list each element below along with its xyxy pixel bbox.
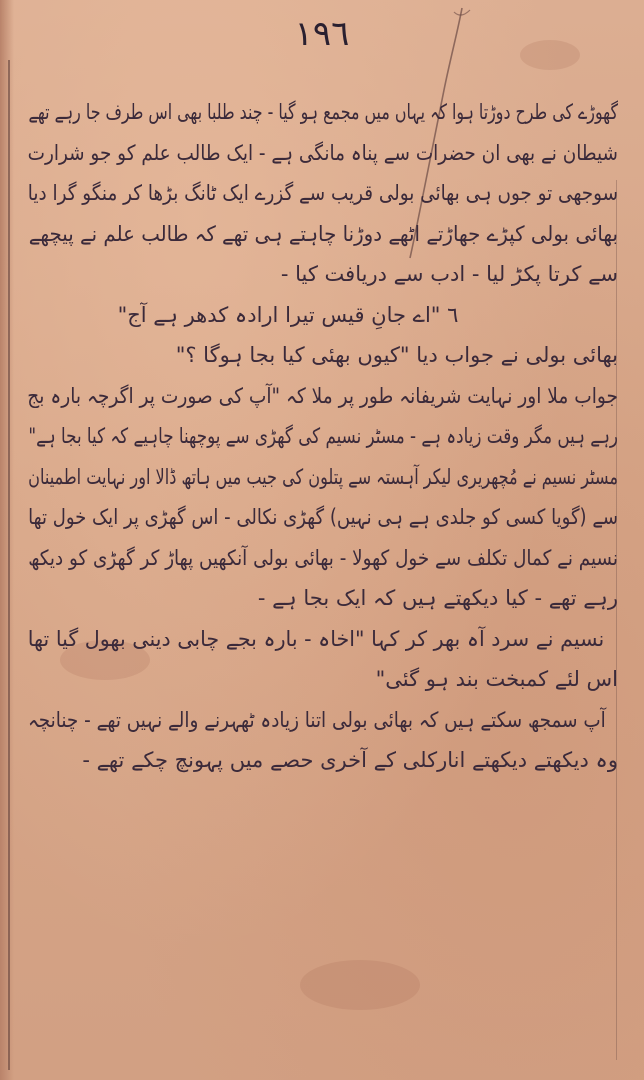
handwritten-text-block <box>28 92 618 781</box>
text-line: مسٹر نسیم نے مُچھریری لیکر آہستہ سے پتلون کی جیب میں ہاتھ ڈالا اور نہایت اطمینان <box>28 464 619 489</box>
text-line: نسیم نے سرد آہ بھر کر کہا "اخاہ - بارہ بجے چابی دینی بھول گیا تھا <box>27 626 605 651</box>
left-margin-line <box>8 60 10 1070</box>
paper-stain <box>300 960 420 1010</box>
text-line: اس لئے کمبخت بند ہو گئی" <box>375 667 618 691</box>
text-line: سے (گویا کسی کو جلدی ہے ہی نہیں) گھڑی نکالی - اس گھڑی پر ایک خول تھا <box>28 505 619 529</box>
text-line: سے کرتا پکڑ لیا - ادب سے دریافت کیا - <box>280 262 618 286</box>
text-line: رہے تھے - کیا دیکھتے ہیں کہ ایک بجا ہے - <box>257 586 618 610</box>
text-line: جواب ملا اور نہایت شریفانہ طور پر ملا کہ "آپ کی صورت پر اگرچہ بارہ بج <box>27 383 618 408</box>
text-line-quote <box>28 295 618 336</box>
text-line: وہ دیکھتے دیکھتے انارکلی کے آخری حصے میں پہونچ چکے تھے - <box>82 748 618 772</box>
text-line: رہے ہیں مگر وقت زیادہ ہے - مسٹر نسیم کی گھڑی سے پوچھنا چاہیے کہ کیا بجا ہے" <box>28 424 619 448</box>
text-line: بھائی بولی کپڑے جھاڑتے اٹھے دوڑنا چاہتے ہی تھے کہ طالب علم نے پیچھے <box>28 221 618 246</box>
text-line: گھوڑے کی طرح دوڑتا ہوا کہ یہاں میں مجمع ہو گیا - چند طلبا بھی اس طرف جا رہے تھے <box>28 100 618 124</box>
margin-note: ٦ <box>447 302 459 327</box>
page-number: ١٩٦ <box>294 14 350 54</box>
quote-text: "اے جانِ قیس تیرا ارادہ کدھر ہے آج" <box>117 302 441 327</box>
text-line: نسیم نے کمال تکلف سے خول کھولا - بھائی بولی آنکھیں پھاڑ کر گھڑی کو دیکھ <box>28 545 619 570</box>
text-line: آپ سمجھ سکتے ہیں کہ بھائی بولی اتنا زیادہ ٹھہرنے والے نہیں تھے - چنانچہ <box>28 707 606 732</box>
page-edge-shadow <box>0 0 14 1080</box>
text-line: شیطان نے بھی ان حضرات سے پناہ مانگی ہے - ایک طالب علم کو جو شرارت <box>27 140 618 165</box>
text-line: سوجھی تو جوں ہی بھائی بولی قریب سے گزرے ایک ٹانگ بڑھا کر منگو گرا دیا <box>27 181 619 205</box>
text-line: بھائی بولی نے جواب دیا "کیوں بھئی کیا بجا ہوگا ؟" <box>175 343 618 367</box>
